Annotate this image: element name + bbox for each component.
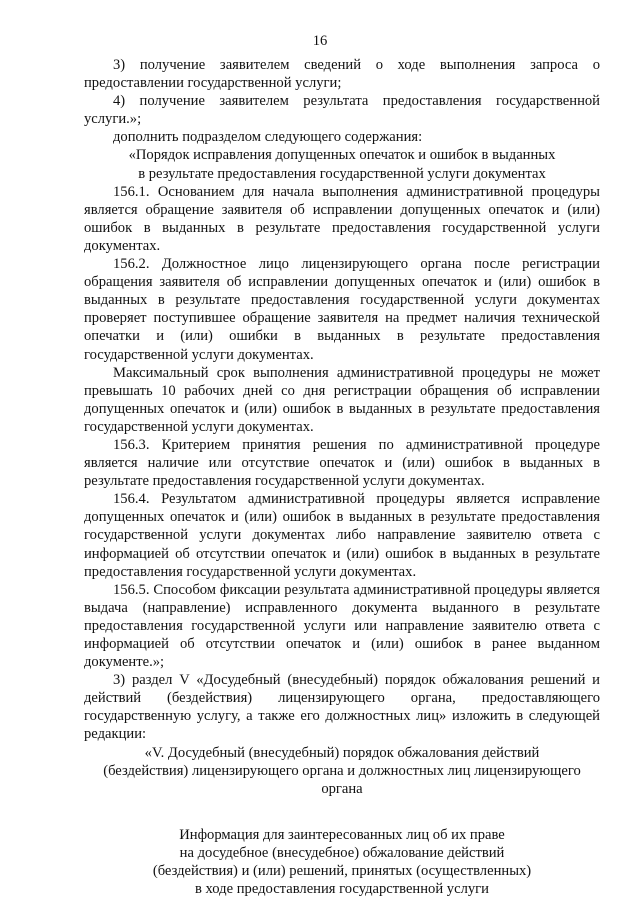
- paragraph-156-4: 156.4. Результатом административной процедуры является исправление допущенных опечаток и (или) ошибок в выданных в результате предоставления государственной услуги документах либо направление заявителю ответа с информацией об отсутствии опечаток и (или) ошибок в выданных в результате предоставления государственной услуги документах.: [84, 491, 600, 580]
- paragraph-156-5: 156.5. Способом фиксации результата административной процедуры является выдача (направление) исправленного документа выданного в результате предоставления государственной услуги или направление заявителю ответа с информацией об отсутствии опечаток и (или) ошибок в ранее выданном документе.»;: [84, 581, 600, 671]
- paragraph-156-3: 156.3. Критерием принятия решения по административной процедуре является наличие или отсутствие опечаток и (или) ошибок в выданных в результате предоставления государственной услуги документах.: [84, 436, 600, 490]
- paragraph-section-v: 3) раздел V «Досудебный (внесудебный) порядок обжалования решений и действий (бездействия) лицензирующего органа, предоставляющего государственную услугу, а также его должностных лиц» изложить в следующей редакции:: [84, 672, 600, 743]
- subsection-heading-line: в результате предоставления государственной услуги документах: [138, 165, 546, 182]
- info-heading: [84, 826, 600, 898]
- spacer: [84, 798, 600, 826]
- info-heading-line: (бездействия) и (или) решений, принятых (осуществленных): [152, 863, 532, 880]
- page-number: 16: [312, 33, 328, 49]
- info-heading-line: в ходе предоставления государственной услуги: [195, 881, 489, 898]
- paragraph-156-1: 156.1. Основанием для начала выполнения административной процедуры является обращение заявителя об исправлении допущенных опечаток и (или) ошибок в выданных в результате предоставления государственной услуги документах.: [84, 183, 600, 254]
- section-heading-line: (бездействия) лицензирующего органа и должностных лиц лицензирующего: [103, 762, 581, 779]
- document-body: [84, 56, 600, 898]
- paragraph-item-4: 4) получение заявителем результата предоставления государственной услуги.»;: [84, 93, 600, 128]
- paragraph-item-3: 3) получение заявителем сведений о ходе выполнения запроса о предоставлении государственной услуги;: [84, 57, 600, 92]
- subsection-heading: [84, 146, 600, 182]
- subsection-heading-line: «Порядок исправления допущенных опечаток и ошибок в выданных: [128, 147, 556, 164]
- section-heading-line: органа: [321, 780, 363, 797]
- section-heading-line: «V. Досудебный (внесудебный) порядок обжалования действий: [144, 744, 540, 761]
- info-heading-line: Информация для заинтересованных лиц об их праве: [179, 826, 505, 843]
- paragraph-max-term: Максимальный срок выполнения административной процедуры не может превышать 10 рабочих дней со дня регистрации обращения об исправлении допущенных опечаток и (или) ошибок в выданных в результате предоставления государственной услуги документах.: [84, 364, 600, 435]
- paragraph-156-2: 156.2. Должностное лицо лицензирующего органа после регистрации обращения заявителя об исправлении допущенных опечаток и (или) ошибок в выданных в результате предоставления государственной услуги документах проверяет поступившее обращение заявителя на предмет наличия технической опечатки и (или) ошибки в выданных в результате предоставления государственной услуги документах.: [84, 256, 600, 363]
- section-v-heading: [84, 744, 600, 798]
- info-heading-line: на досудебное (внесудебное) обжалование действий: [179, 844, 505, 861]
- paragraph-supplement: дополнить подразделом следующего содержания:: [113, 129, 423, 146]
